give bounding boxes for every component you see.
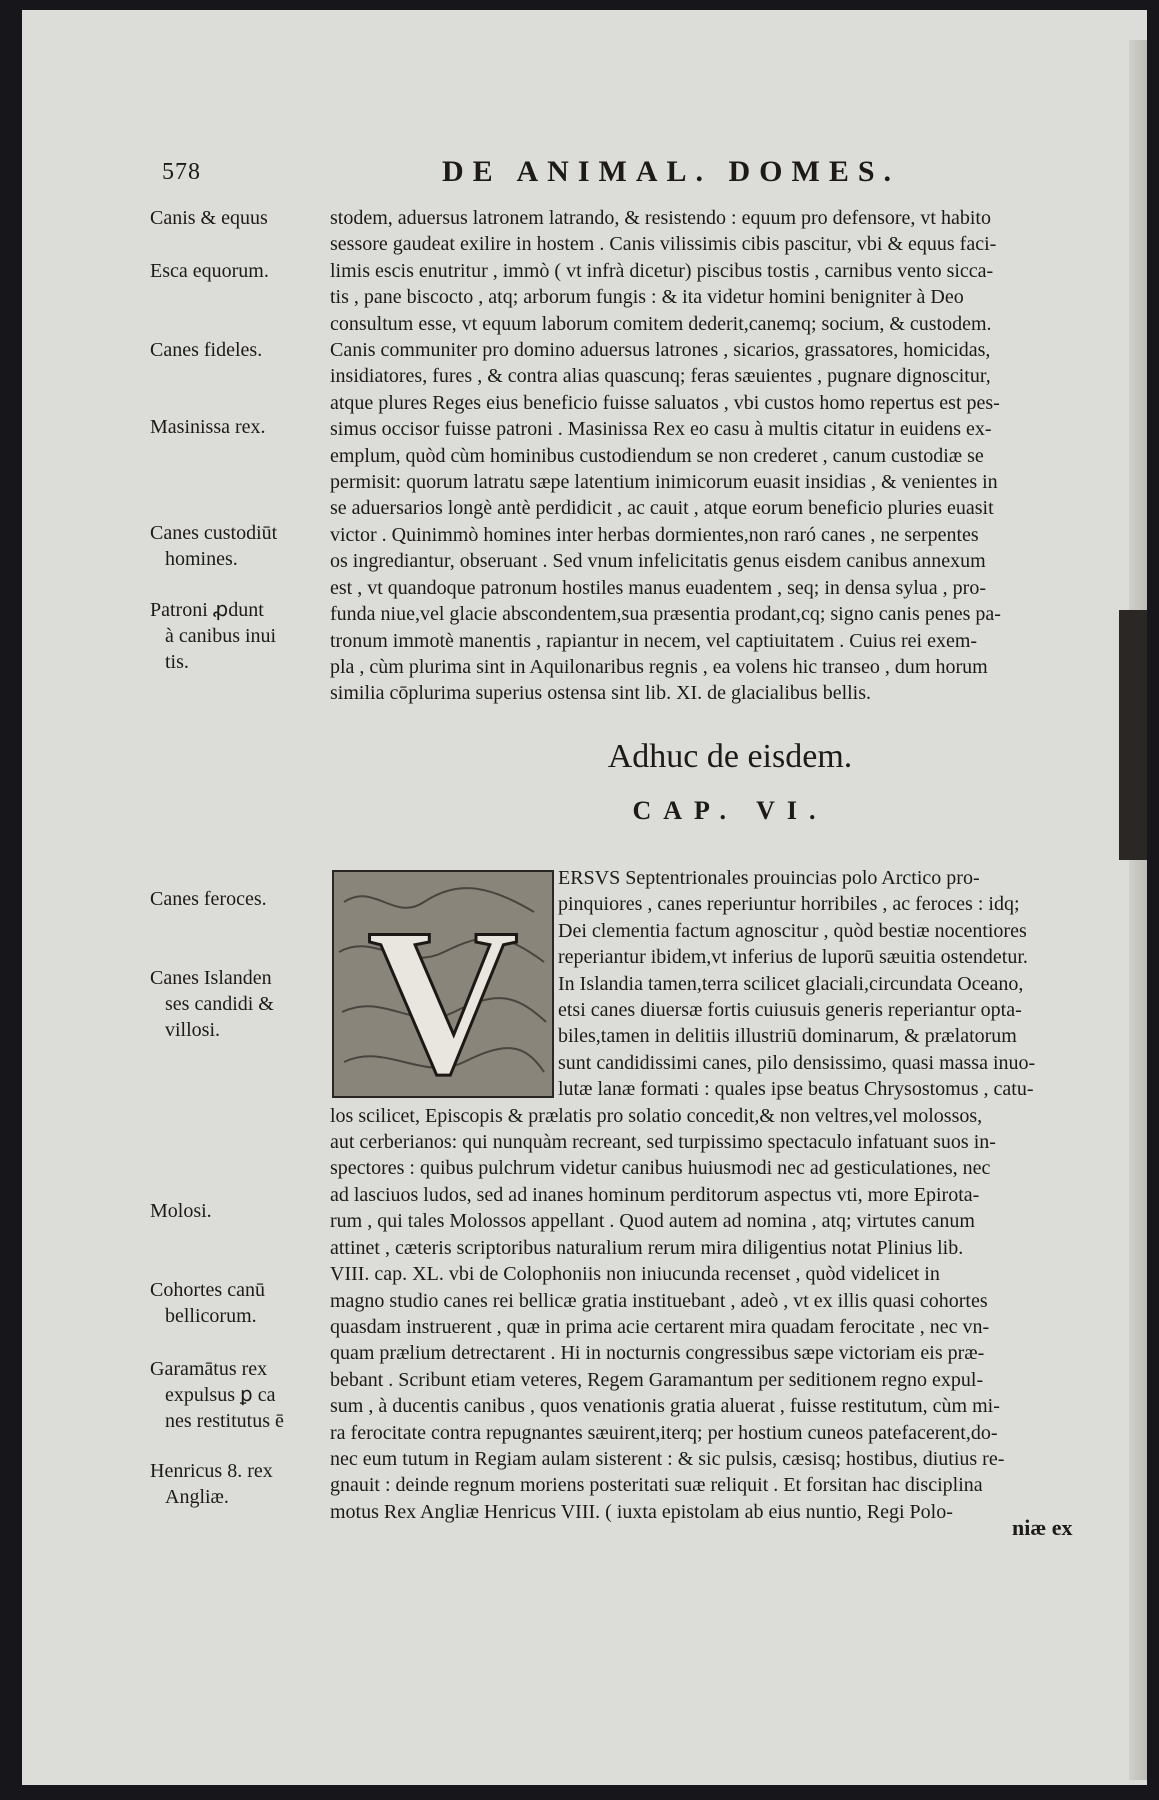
facing-page-strip <box>1129 40 1147 1780</box>
margin-note: Masinissa rex. <box>150 416 266 438</box>
margin-note: Esca equorum. <box>150 260 269 282</box>
initial-letter: V <box>367 886 519 1096</box>
margin-note: Molosi. <box>150 1200 212 1222</box>
running-title: DE ANIMAL. DOMES. <box>442 155 901 188</box>
book-page <box>22 10 1147 1785</box>
margin-note: Canes fideles. <box>150 339 263 361</box>
margin-note: Patroni ꝓdunt à canibus inui tis. <box>150 599 277 673</box>
margin-note: Canes feroces. <box>150 888 267 910</box>
section-heading: Adhuc de eisdem. <box>607 738 853 775</box>
margin-note: Canes Islanden ses candidi & villosi. <box>150 967 274 1041</box>
page-number: 578 <box>162 159 201 185</box>
margin-note: Canis & equus <box>150 207 268 229</box>
chapter-heading: CAP. VI. <box>632 796 828 825</box>
margin-note: Garamātus rex expulsus ꝑ ca nes restitutus ē <box>150 1358 284 1432</box>
margin-note: Canes custodiūt homines. <box>150 522 278 570</box>
paragraph-1: stodem, aduersus latronem latrando, & resistendo : equum pro defensore, vt habito sessore gaudeat exilire in hostem . Canis vilissimis cibis pascitur, vbi & equus faci- limis escis enutritur , immò ( vt infrà dicetur) piscibus tostis , carnibus vento sicca- tis , pane biscocto , atq; arborum fungis : & ita videtur homini benigniter à Deo consultum esse, vt equum laborum comitem dederit,canemq; socium, & custodem. Canis communiter pro domino aduersus latrones , sicarios, grassatores, homicidas, insidiatores, fures , & contra alias quascunq; feras sæuientes , pugnare dignoscitur, atque plures Reges eius beneficio fuisse saluatos , vbi custos homo repertus est pes- simus occisor fuisse patroni . Masinissa Rex eo casu à multis citatur in euidens ex- emplum, quòd cùm hominibus custodiendum se non crederet , canum custodiæ se permisit: quorum latratu sæpe latentium inimicorum euasit insidias , & venientes in se aduersarios longè antè perdidicit , ac cauit , atque eorum beneficio pluries euasit victor . Quinimmò homines inter herbas dormientes,non raró canes , ne serpentes os ingrediantur, obseruant . Sed vnum infelicitatis genus eisdem canibus annexum est , vt quandoque patronum hostiles manus euadentem , seq; in densa sylua , pro- funda niue,vel glacie abscondentem,sua præsentia prodant,cq; signo canis penes pa- tronum immotè manentis , rapiantur in necem, vel captiuitatem . Cuius rei exem- pla , cùm plurima sint in Aquilonaribus regnis , ea volens hic transeo , dum horum similia cōplurima superius ostensa sint lib. XI. de glacialibus bellis. <box>330 207 1001 705</box>
margin-note: Henricus 8. rex Angliæ. <box>150 1460 273 1508</box>
paragraph-2: ERSVS Septentrionales prouincias polo Arctico pro- pinquiores , canes reperiuntur horribiles , ac feroces : idq; Dei clementia factum agnoscitur , quòd bestiæ nocentiores reperiantur ibidem,vt inferius de luporū sæuitia ostendetur. In Islandia tamen,terra scilicet glaciali,circundata Oceano, etsi canes diuersæ fortis cuiusuis generis reperiantur opta- biles,tamen in delitiis illustriū dominarum, & prælatorum sunt candidissimi canes, pilo densissimo, quasi massa inuo- lutæ lanæ formati : quales ipse beatus Chrysostomus , catu- los scilicet, Episcopis & prælatis pro solatio concedit,& non veltres,vel molossos, aut cerberianos: qui nunquàm recreant, sed turpissimo spectaculo infatuant suos in- spectores : quibus pulchrum videtur canibus huiusmodi nec ad gesticulationes, nec ad lasciuos ludos, sed ad inanes hominum perditorum aspectus vti, more Epirota- rum , qui tales Molossos appellant . Quod autem ad nomina , atq; virtutes canum attinet , cæteris scriptoribus naturalium rerum mira diligentius notat Plinius lib. VIII. cap. XL. vbi de Colophoniis non iniucunda recenset , quòd videlicet in magno studio canes rei bellicæ gratia instituebant , adeò , vt ex illis quasi cohortes quasdam instruerent , quæ in prima acie certarent mira quadam ferocitate , nec vn- quam prælium detrectarent . Hi in nocturnis congressibus sæpe victoriam eis præ- bebant . Scribunt etiam veteres, Regem Garamantum per seditionem regno expul- sum , à ducentis canibus , quos venationis gratia aluerat , fuisse restitutum, cùm mi- ra ferocitate contra repugnantes sæuirent,iterq; per hostium cuneos patefacerent,do- nec eum tutum in Regiam aulam sisterent : & sic pulsis, cæsisq; hostibus, diutius re- gnauit : deinde regnum moriens posteritati suæ reliquit . Et forsitan hac disciplina motus Rex Angliæ Henricus VIII. ( iuxta epistolam ab eius nuntio, Regi Polo- <box>330 867 1036 1523</box>
catchword: niæ ex <box>1012 1515 1073 1540</box>
margin-notes <box>150 10 320 1710</box>
margin-note: Cohortes canū bellicorum. <box>150 1279 265 1327</box>
